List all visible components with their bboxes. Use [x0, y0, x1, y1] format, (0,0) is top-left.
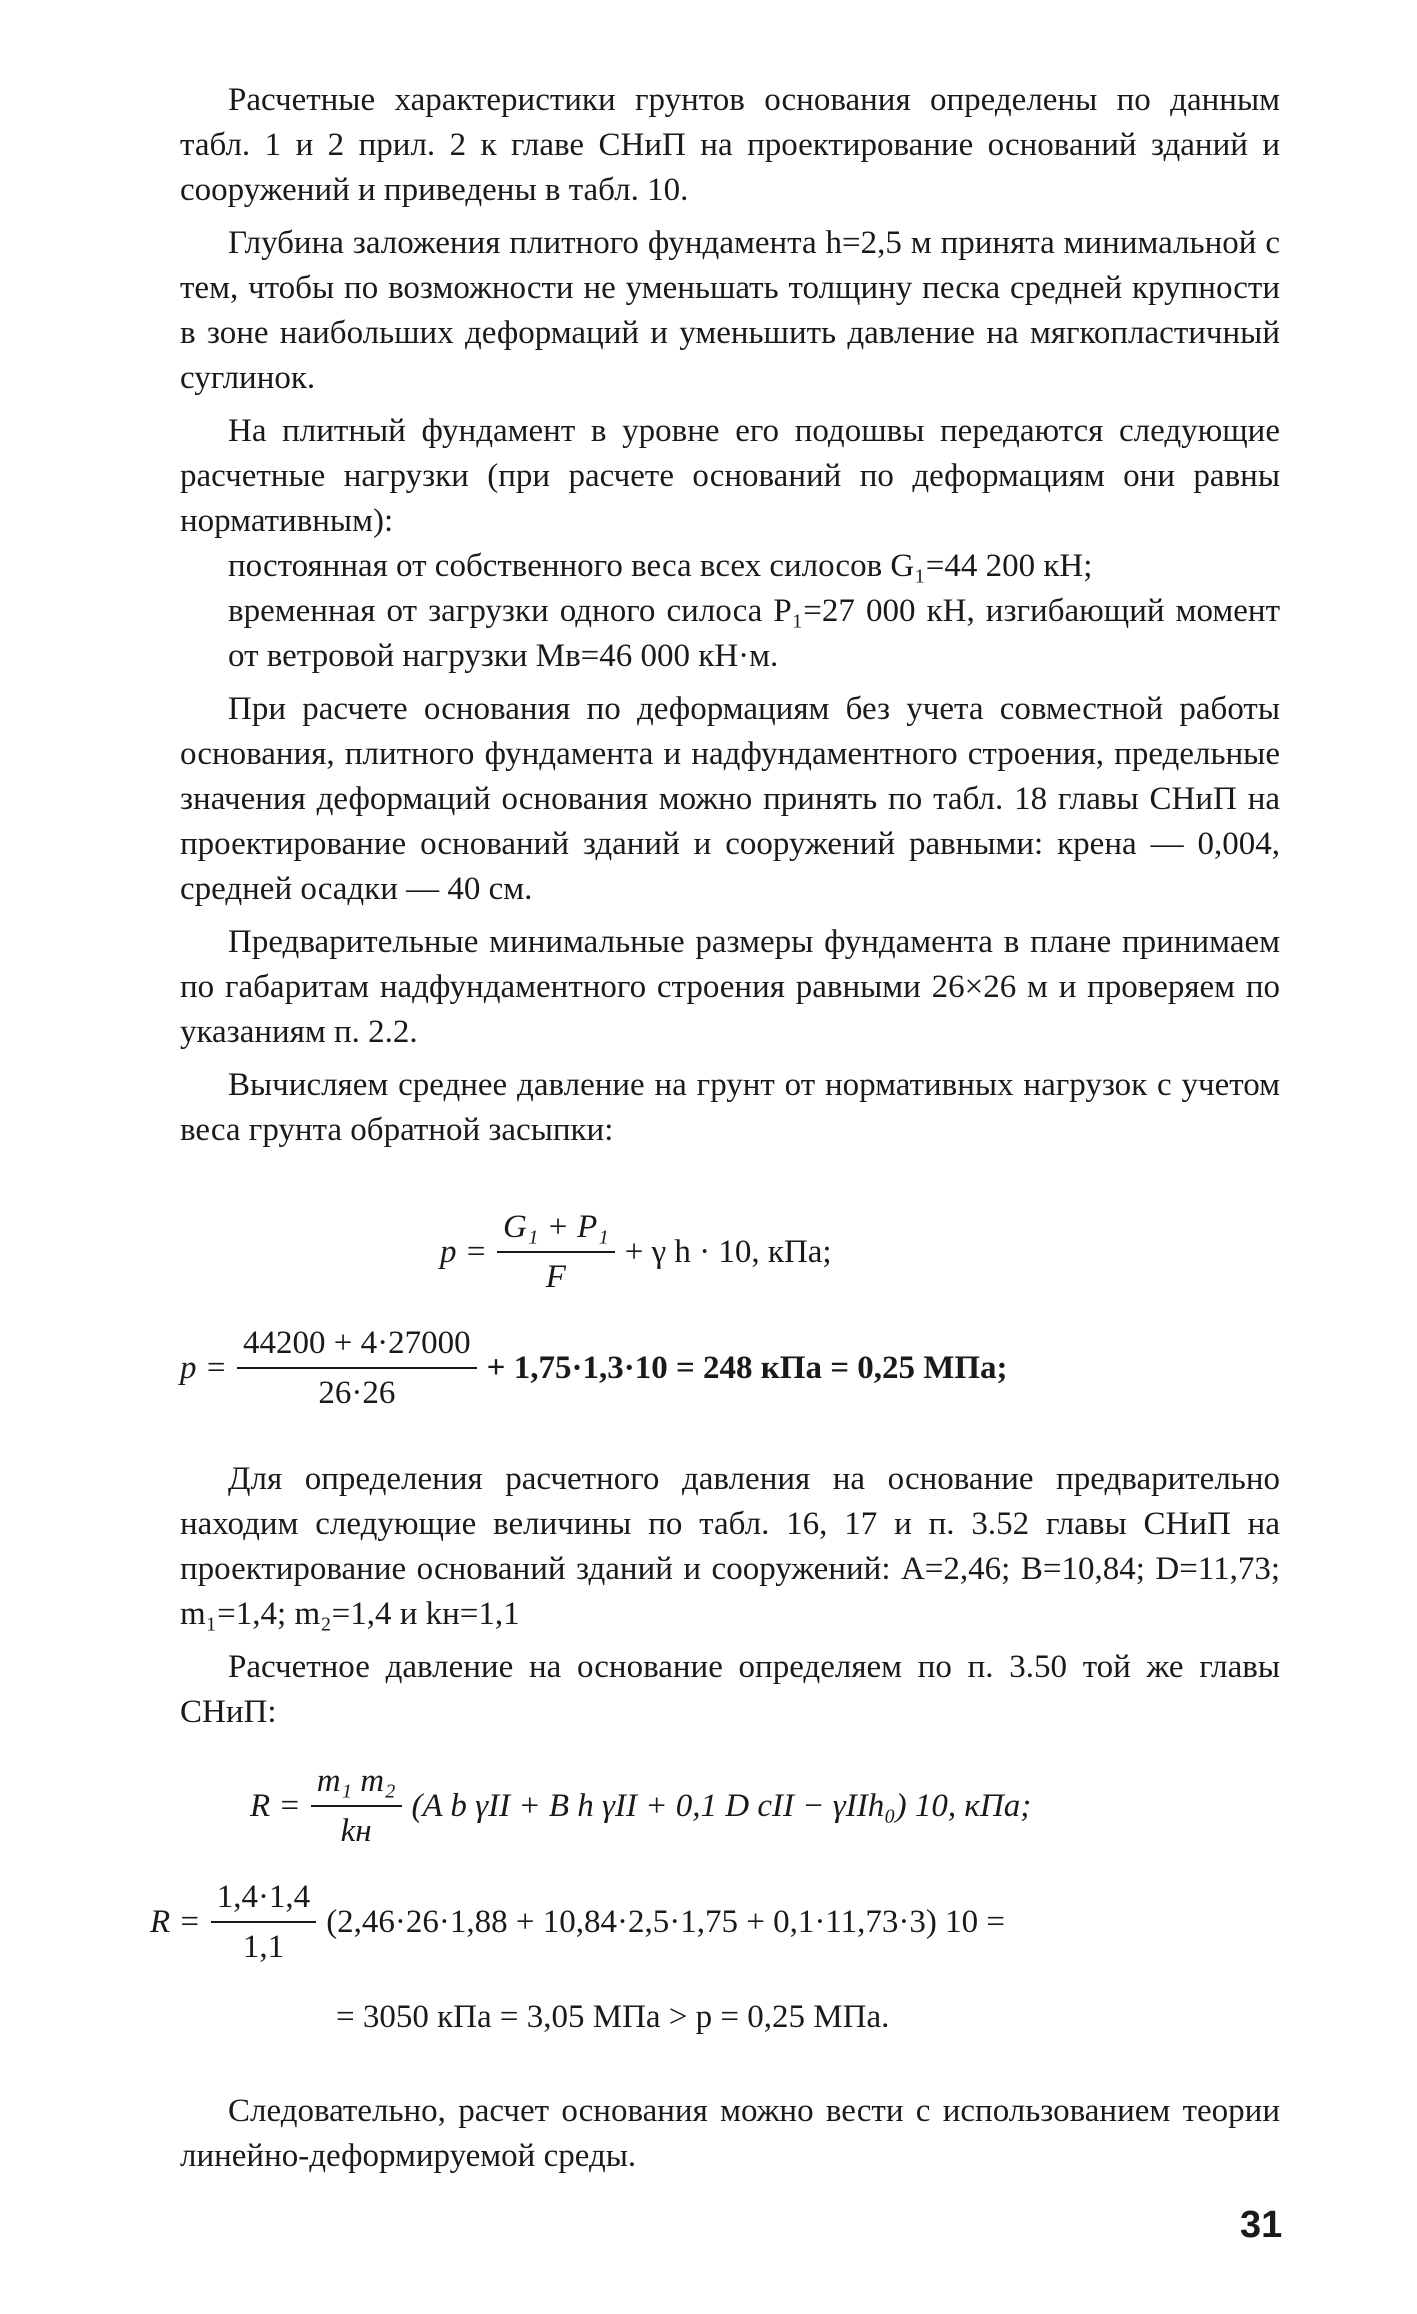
load-item-temporary: временная от загрузки одного силоса P₁=27 000 кН, изгибающий момент от ветровой нагрузки Mв=46 000 кН·м. [228, 593, 1280, 674]
fraction: $\frac{\text{m₁ m₂}}{kн}$ [311, 1761, 402, 1851]
paragraph-deformation-limits: При расчете основания по деформациям без учета совместной работы основания, плитного фундамента и надфундаментного строения, предельные значения деформаций основания можно принять по табл. 18 главы СНиП на проектирование оснований зданий и сооружений равными: крена — 0,004, средней осадки — 40 см. [180, 691, 1280, 907]
paragraph-conclusion: Следовательно, расчет основания можно вести с использованием теории линейно-деформируемой среды. [180, 2093, 1280, 2174]
paragraph-loads-intro: На плитный фундамент в уровне его подошвы передаются следующие расчетные нагрузки (при расчете оснований по деформациям они равны нормативным): [180, 413, 1280, 539]
formula-pressure-value: p = $\frac{44200 + 4\cdot 27000}{26\cdot 26}$ + 1,75·1,3·10 = 248 кПа = 0,25 МПа; [180, 1325, 1008, 1411]
load-item-permanent: постоянная от собственного веса всех силосов G₁=44 200 кН; [228, 548, 1093, 584]
formula-design-pressure-result: = 3050 кПа = 3,05 МПа > p = 0,25 МПа. [336, 1999, 890, 2035]
paragraph-mean-pressure: Вычисляем среднее давление на грунт от нормативных нагрузок с учетом веса грунта обратной засыпки: [180, 1067, 1280, 1148]
paragraph-soil-characteristics: Расчетные характеристики грунтов основания определены по данным табл. 1 и 2 прил. 2 к главе СНиП на проектирование оснований зданий и сооружений и приведены в табл. 10. [180, 82, 1280, 208]
formula-pressure-general: p = $\frac{\text{G₁ + P₁}}{F}$ + γ h · 10, кПа; [440, 1209, 832, 1295]
fraction: $\frac{1,4\cdot 1,4}{1,1}$ [211, 1877, 317, 1967]
page-body [150, 78, 1280, 2187]
fraction: $\frac{44200 + 4\cdot 27000}{26\cdot 26}$ [237, 1323, 477, 1413]
formula-design-pressure-general: R = $\frac{\text{m₁ m₂}}{kн}$ (A b γII + B h γII + 0,1 D cII − γIIh₀) 10, кПа; [250, 1763, 1032, 1849]
paragraph-foundation-depth: Глубина заложения плитного фундамента h=2,5 м принята минимальной с тем, чтобы по возможности не уменьшать толщину песка средней крупности в зоне наибольших деформаций и уменьшить давление на мягкопластичный суглинок. [180, 225, 1280, 396]
paragraph-design-pressure: Расчетное давление на основание определяем по п. 3.50 той же главы СНиП: [180, 1649, 1280, 1730]
fraction: $\frac{\text{G₁ + P₁}}{F}$ [497, 1207, 615, 1297]
page-number: 31 [1240, 2204, 1283, 2246]
paragraph-design-parameters: Для определения расчетного давления на основание предварительно находим следующие величины по табл. 16, 17 и п. 3.52 главы СНиП на проектирование оснований зданий и сооружений: A=2,46; B=10,84; D=11,73; m₁=1,4; m₂=1,4 и kн=1,1 [180, 1461, 1280, 1632]
formula-design-pressure-value: R = $\frac{1,4\cdot 1,4}{1,1}$ (2,46·26·1,88 + 10,84·2,5·1,75 + 0,1·11,73·3) 10 = [150, 1879, 1005, 1965]
paragraph-preliminary-sizes: Предварительные минимальные размеры фундамента в плане принимаем по габаритам надфундаментного строения равными 26×26 м и проверяем по указаниям п. 2.2. [180, 924, 1280, 1050]
